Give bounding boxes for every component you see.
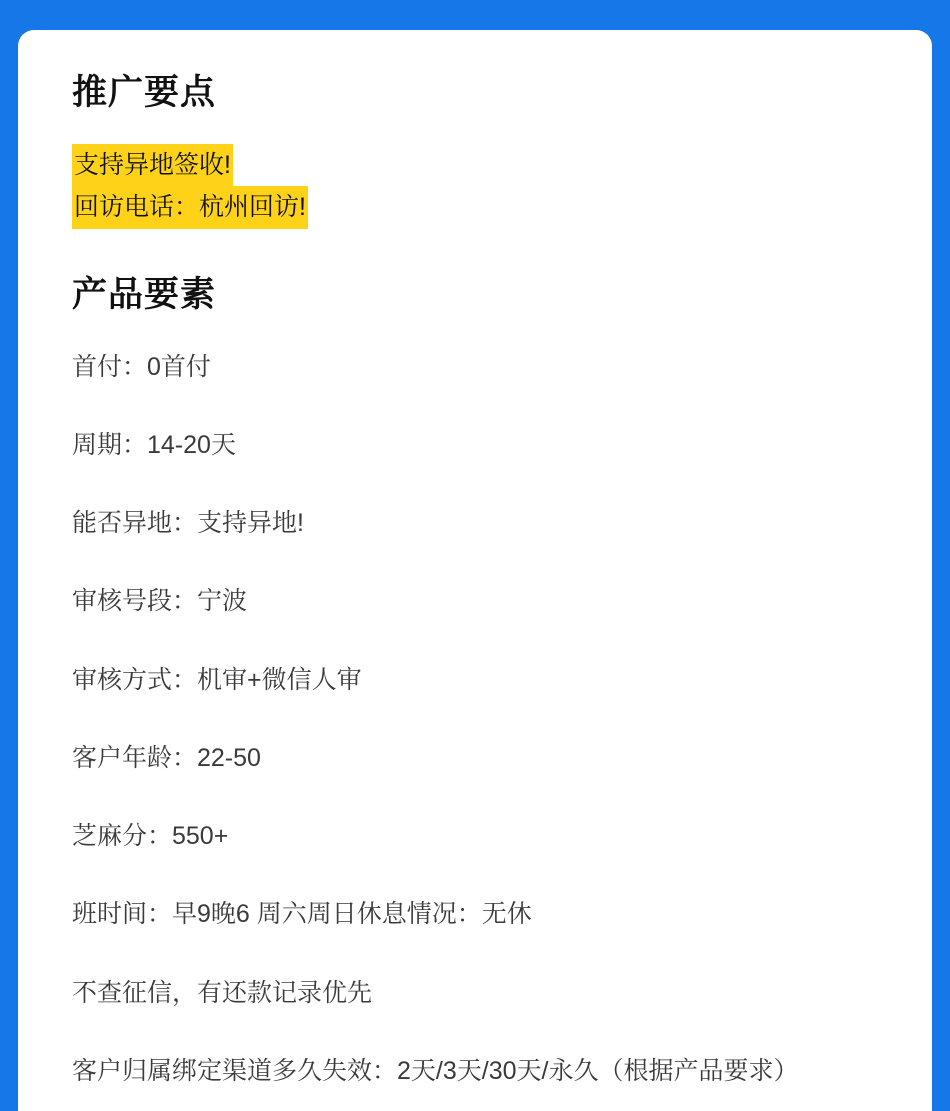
highlight-line-wrap [72,144,898,187]
list-item: 审核方式：机审+微信人审 [72,665,362,694]
highlight-line-wrap [72,186,898,229]
list-item: 班时间：早9晚6 周六周日休息情况：无休 [72,900,532,929]
promo-highlights [72,144,898,229]
product-spec-list [52,349,898,1090]
list-item: 客户归属绑定渠道多久失效：2天/3天/30天/永久（根据产品要求） [72,1056,799,1085]
promo-highlight-1: 支持异地签收! [72,144,233,187]
list-item: 审核号段：宁波 [72,587,248,616]
list-item: 芝麻分：550+ [72,822,229,850]
list-item: 首付：0首付 [72,352,211,381]
content-card [18,30,932,1111]
list-item: 客户年龄：22-50 [72,743,261,772]
section-title-product: 产品要素 [72,274,217,314]
list-item: 周期：14-20天 [72,430,236,459]
page-title: 推广要点 [72,73,217,112]
list-item: 不查征信，有还款记录优先 [72,978,373,1007]
list-item: 能否异地：支持异地! [72,509,304,537]
promo-highlight-2: 回访电话：杭州回访! [72,186,308,229]
